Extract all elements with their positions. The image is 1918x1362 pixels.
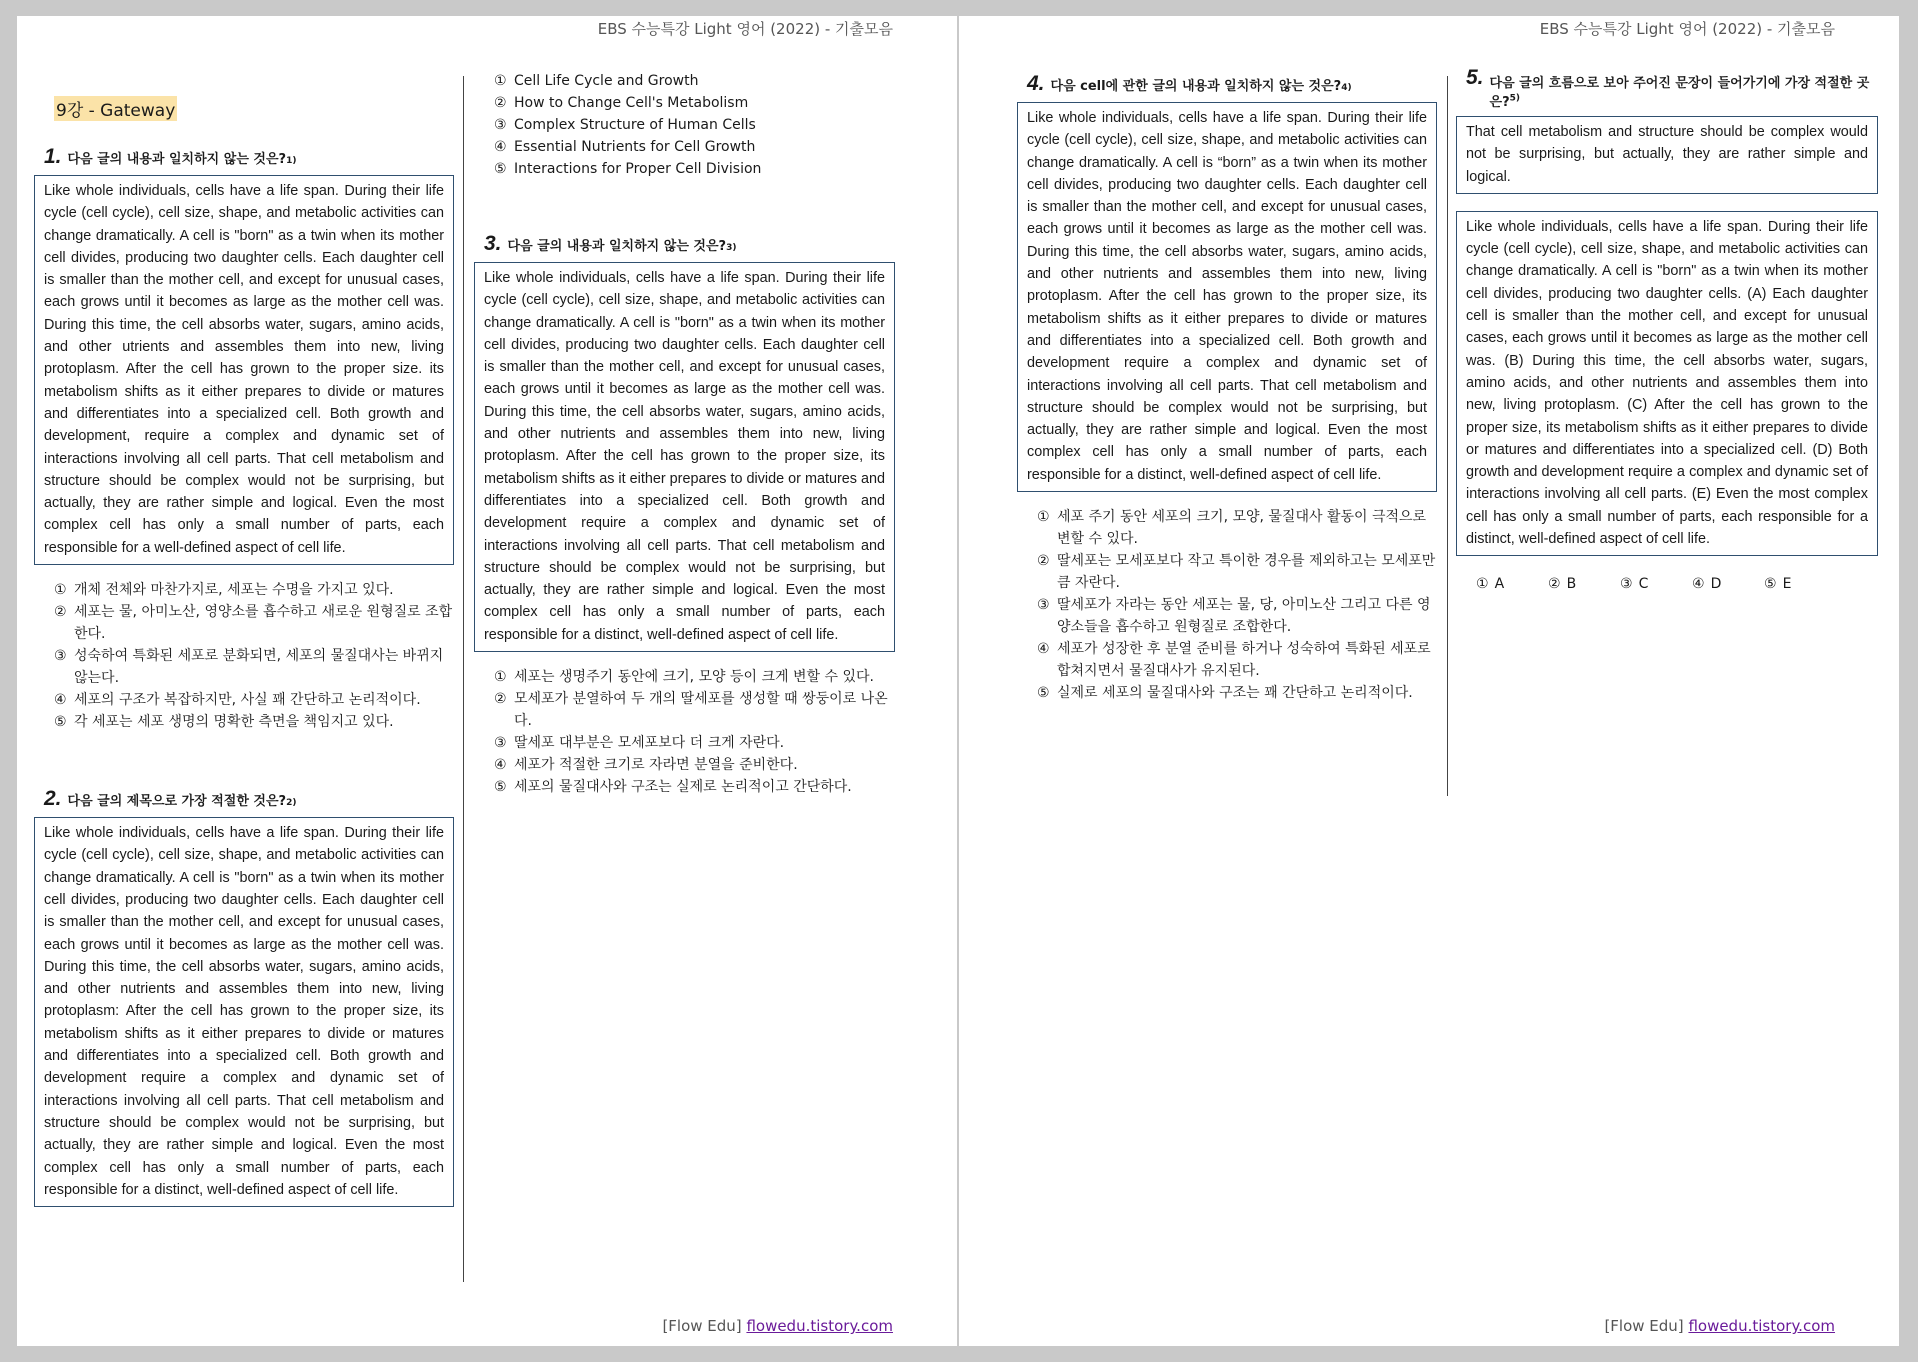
option-text: 딸세포가 자라는 동안 세포는 물, 당, 아미노산 그리고 다른 영양소들을 흡수하고 원형질로 조합한다.	[1057, 597, 1431, 636]
question-prompt: 다음 글의 내용과 일치하지 않는 것은?	[67, 152, 287, 167]
option-marker: ④	[54, 692, 67, 709]
question-title	[1456, 66, 1878, 110]
answer-option[interactable]	[494, 136, 895, 158]
option-marker: ②	[1548, 576, 1561, 593]
option-text: Complex Structure of Human Cells	[514, 117, 756, 133]
option-text: Cell Life Cycle and Growth	[514, 73, 699, 89]
right-column	[474, 70, 895, 798]
page-footer	[662, 1317, 893, 1335]
answer-option[interactable]	[494, 666, 895, 688]
answer-option[interactable]	[1037, 682, 1437, 704]
answer-option[interactable]	[494, 92, 895, 114]
option-marker: ②	[1037, 553, 1050, 570]
option-marker: ⑤	[1037, 685, 1050, 702]
option-marker: ③	[54, 648, 67, 665]
question-number: 3.	[484, 232, 502, 255]
page-left	[17, 16, 957, 1346]
answer-option[interactable]	[1764, 576, 1836, 592]
question-prompt: 다음 글의 제목으로 가장 적절한 것은?	[67, 794, 287, 810]
option-marker: ⑤	[494, 161, 507, 177]
footer-link[interactable]: flowedu.tistory.com	[1688, 1317, 1835, 1335]
option-text: 딸세포 대부분은 모세포보다 더 크게 자란다.	[514, 735, 785, 752]
answer-option[interactable]	[494, 70, 895, 92]
option-marker: ④	[494, 139, 507, 155]
option-text: 세포의 물질대사와 구조는 실제로 논리적이고 간단하다.	[514, 779, 852, 796]
answer-option[interactable]	[54, 689, 454, 711]
answer-option[interactable]	[494, 158, 895, 180]
question-prompt-wrap	[1490, 72, 1878, 110]
right-column	[1456, 66, 1878, 593]
option-text: 세포 주기 동안 세포의 크기, 모양, 물질대사 활동이 극적으로 변할 수 있다.	[1057, 509, 1427, 548]
answer-option[interactable]	[1037, 550, 1437, 594]
footnote-mark: 4)	[1341, 83, 1352, 93]
option-marker: ②	[494, 691, 507, 708]
option-marker: ②	[54, 604, 67, 621]
option-text: Interactions for Proper Cell Division	[514, 161, 762, 177]
option-marker: ⑤	[54, 714, 67, 731]
answer-option[interactable]	[54, 601, 454, 645]
option-text: 세포는 물, 아미노산, 영양소를 흡수하고 새로운 원형질로 조합한다.	[74, 604, 453, 643]
answer-option[interactable]	[1476, 576, 1548, 592]
question-5	[1456, 66, 1878, 593]
answer-option[interactable]	[1548, 576, 1620, 592]
option-marker: ⑤	[494, 779, 507, 796]
option-text: 성숙하여 특화된 세포로 분화되면, 세포의 물질대사는 바뀌지 않는다.	[74, 648, 444, 687]
question-number: 1.	[44, 145, 62, 168]
question-prompt: 다음 글의 내용과 일치하지 않는 것은?	[507, 239, 727, 254]
option-text: 세포는 생명주기 동안에 크기, 모양 등이 크게 변할 수 있다.	[514, 669, 875, 686]
question-prompt: 다음 글의 흐름으로 보아 주어진 문장이 들어가기에 가장 적절한 곳은?	[1489, 76, 1870, 110]
question-number: 2.	[44, 787, 62, 811]
option-marker: ①	[54, 582, 67, 599]
option-marker: ③	[1037, 597, 1050, 614]
answer-option[interactable]	[494, 776, 895, 798]
option-text: D	[1710, 576, 1722, 593]
question-title	[34, 145, 454, 169]
option-marker: ⑤	[1764, 576, 1777, 593]
question-1	[34, 145, 454, 733]
passage-box: Like whole individuals, cells have a life span. During their life cycle (cell cycle), cell size, shape, and metabolic activities can change dramatically. A cell is "born" as a twin when its mother cell divides, producing two daughter cells. Each daughter cell is smaller than the mother cell, and except for unusual cases, each grows until it becomes as large as the mother cell was. During this time, the cell absorbs water, sugars, amino acids, and other nutrients and assembles them into new, living protoplasm: After the cell has grown to the proper size, its metabolism shifts as it either prepares to divide or matures and differentiates into a specialized cell. Both growth and development require a complex and dynamic set of interactions involving all cell parts. That cell metabolism and structure should be complex would not be surprising, but actually, they are rather simple and logical. Even the most complex cell has only a small number of parts, each responsible for a distinct, well-defined aspect of cell life.	[34, 817, 454, 1207]
question-title	[474, 232, 895, 256]
answer-option[interactable]	[1037, 506, 1437, 550]
option-text: A	[1494, 576, 1505, 593]
question-number: 5.	[1466, 66, 1484, 89]
left-column	[1017, 72, 1437, 704]
page-header: EBS 수능특강 Light 영어 (2022) - 기출모음	[597, 20, 893, 38]
answer-option[interactable]	[1037, 594, 1437, 638]
footnote-mark: 1)	[286, 156, 297, 166]
option-marker: ④	[494, 757, 507, 774]
answer-option[interactable]	[1037, 638, 1437, 682]
option-text: 세포가 적절한 크기로 자라면 분열을 준비한다.	[514, 757, 798, 774]
footnote-mark: 2)	[286, 798, 297, 809]
option-marker: ①	[494, 73, 507, 89]
option-marker: ③	[494, 117, 507, 133]
option-text: 개체 전체와 마찬가지로, 세포는 수명을 가지고 있다.	[74, 582, 394, 599]
option-marker: ③	[494, 735, 507, 752]
question-3	[474, 232, 895, 798]
lesson-title: 9강 - Gateway	[54, 96, 177, 121]
option-text: Essential Nutrients for Cell Growth	[514, 139, 756, 155]
option-text: E	[1782, 576, 1792, 593]
option-text: 실제로 세포의 물질대사와 구조는 꽤 간단하고 논리적이다.	[1057, 685, 1413, 702]
answer-option[interactable]	[1692, 576, 1764, 592]
question-title	[34, 787, 454, 811]
answer-option[interactable]	[494, 754, 895, 776]
option-marker: ③	[1620, 576, 1633, 593]
answer-options	[1037, 506, 1437, 704]
passage-box: Like whole individuals, cells have a life span. During their life cycle (cell cycle), cell size, shape, and metabolic activities can change dramatically. A cell is "born" as a twin when its mother cell divides, producing two daughter cells. Each daughter cell is smaller than the mother cell, and except for unusual cases, each grows until it becomes as large as the mother cell was. During this time, the cell absorbs water, sugars, amino acids, and other nutrients and assembles them into new, living protoplasm. After the cell has grown to the proper size, its metabolism shifts as it either prepares to divide or matures and differentiates into a specialized cell. Both growth and development require a complex and dynamic set of interactions involving all cell parts. That cell metabolism and structure should be complex would not be surprising, but actually, they are rather simple and logical. Even the most complex cell has only a small number of parts, each responsible for a distinct, well-defined aspect of cell life.	[474, 262, 895, 652]
footnote-mark: 5)	[1509, 93, 1521, 104]
answer-options	[494, 70, 895, 180]
footer-label: [Flow Edu]	[662, 1317, 742, 1335]
page-header: EBS 수능특강 Light 영어 (2022) - 기출모음	[1539, 20, 1835, 38]
passage-box: Like whole individuals, cells have a life span. During their life cycle (cell cycle), cell size, shape, and metabolic activities can change dramatically. A cell is “born” as a twin when its mother cell divides, producing two daughter cells. Each daughter cell is smaller than the mother cell, and except for unusual cases, each grows until it becomes as large as the mother cell was. During this time, the cell absorbs water, sugars, amino acids, and other nutrients and assembles them into new, living protoplasm. After the cell has grown to the proper size, its metabolism shifts as it either prepares to divide or matures and differentiates into a specialized cell. Both growth and development require a complex and dynamic set of interactions involving all cell parts. That cell metabolism and structure should be complex would not be surprising, but actually, they are rather simple and logical. Even the most complex cell has only a small number of parts, each responsible for a distinct, well-defined aspect of cell life.	[1017, 102, 1437, 492]
answer-option[interactable]	[54, 579, 454, 601]
answer-option[interactable]	[494, 114, 895, 136]
option-text: 세포가 성장한 후 분열 준비를 하거나 성숙하여 특화된 세포로 합쳐지면서 물질대사가 유지된다.	[1057, 641, 1431, 680]
option-text: 모세포가 분열하여 두 개의 딸세포를 생성할 때 쌍둥이로 나온다.	[514, 691, 888, 730]
answer-options	[54, 579, 454, 733]
left-column	[34, 96, 454, 1207]
passage-box: Like whole individuals, cells have a life span. During their life cycle (cell cycle), cell size, shape, and metabolic activities can change dramatically. A cell is "born" as a twin when its mother cell divides, producing two daughter cells. Each daughter cell is smaller than the mother cell, and except for unusual cases, each grows until it becomes as large as the mother cell was. During this time, the cell absorbs water, sugars, amino acids, and other utrients and assembles them into new, living protoplasm. After the cell has grown to the proper size. its metabolism shifts as it either prepares to divide or matures and differentiates into a specialized cell. Both growth and development, require a complex and dynamic set of interactions involving all cell parts. That cell metabolism and structure should be complex would not be surprising, but actually, they are rather simple and logical. Even the most complex cell has only a small number of parts, each responsible for a well-defined aspect of cell life.	[34, 175, 454, 565]
column-divider	[463, 76, 464, 1282]
answer-options	[1476, 576, 1878, 592]
passage-box: Like whole individuals, cells have a life span. During their life cycle (cell cycle), cell size, shape, and metabolic activities can change dramatically. A cell is "born" as a twin when its mother cell divides, producing two daughter cells. (A) Each daughter cell is smaller than the mother cell, and except for unusual cases, each grows until it becomes as large as the mother cell was. (B) During this time, the cell absorbs water, sugars, amino acids, and other nutrients and assembles them into new, living protoplasm. (C) After the cell has grown to the proper size, its metabolism shifts as it either prepares to divide or matures and differentiates into a specialized cell. (D) Both growth and development require a complex and dynamic set of interactions involving all cell parts. (E) Even the most complex cell has only a small number of parts, each responsible for a distinct, well-defined aspect of cell life.	[1456, 211, 1878, 556]
answer-option[interactable]	[1620, 576, 1692, 592]
option-marker: ①	[1037, 509, 1050, 526]
answer-option[interactable]	[494, 688, 895, 732]
option-text: 각 세포는 세포 생명의 명확한 측면을 책임지고 있다.	[74, 714, 394, 731]
answer-options	[494, 666, 895, 798]
option-text: B	[1566, 576, 1577, 593]
answer-option[interactable]	[54, 645, 454, 689]
footnote-mark: 3)	[726, 243, 737, 253]
footer-link[interactable]: flowedu.tistory.com	[746, 1317, 893, 1335]
option-marker: ④	[1037, 641, 1050, 658]
option-marker: ①	[1476, 576, 1489, 593]
option-text: C	[1638, 576, 1649, 593]
option-marker: ①	[494, 669, 507, 686]
answer-option[interactable]	[494, 732, 895, 754]
page-footer	[1604, 1317, 1835, 1335]
given-sentence-box: That cell metabolism and structure should be complex would not be surprising, but actually, they are rather simple and logical.	[1456, 116, 1878, 194]
page-right	[959, 16, 1899, 1346]
question-number: 4.	[1027, 72, 1045, 95]
option-text: 세포의 구조가 복잡하지만, 사실 꽤 간단하고 논리적이다.	[74, 692, 421, 709]
answer-option[interactable]	[54, 711, 454, 733]
question-2	[34, 787, 454, 1207]
option-text: How to Change Cell's Metabolism	[514, 95, 749, 111]
option-marker: ②	[494, 95, 507, 111]
footer-label: [Flow Edu]	[1604, 1317, 1684, 1335]
column-divider	[1447, 76, 1448, 796]
question-title	[1017, 72, 1437, 96]
question-prompt: 다음 cell에 관한 글의 내용과 일치하지 않는 것은?	[1050, 79, 1342, 94]
option-text: 딸세포는 모세포보다 작고 특이한 경우를 제외하고는 모세포만큼 자란다.	[1057, 553, 1436, 592]
question-4	[1017, 72, 1437, 704]
option-marker: ④	[1692, 576, 1705, 593]
